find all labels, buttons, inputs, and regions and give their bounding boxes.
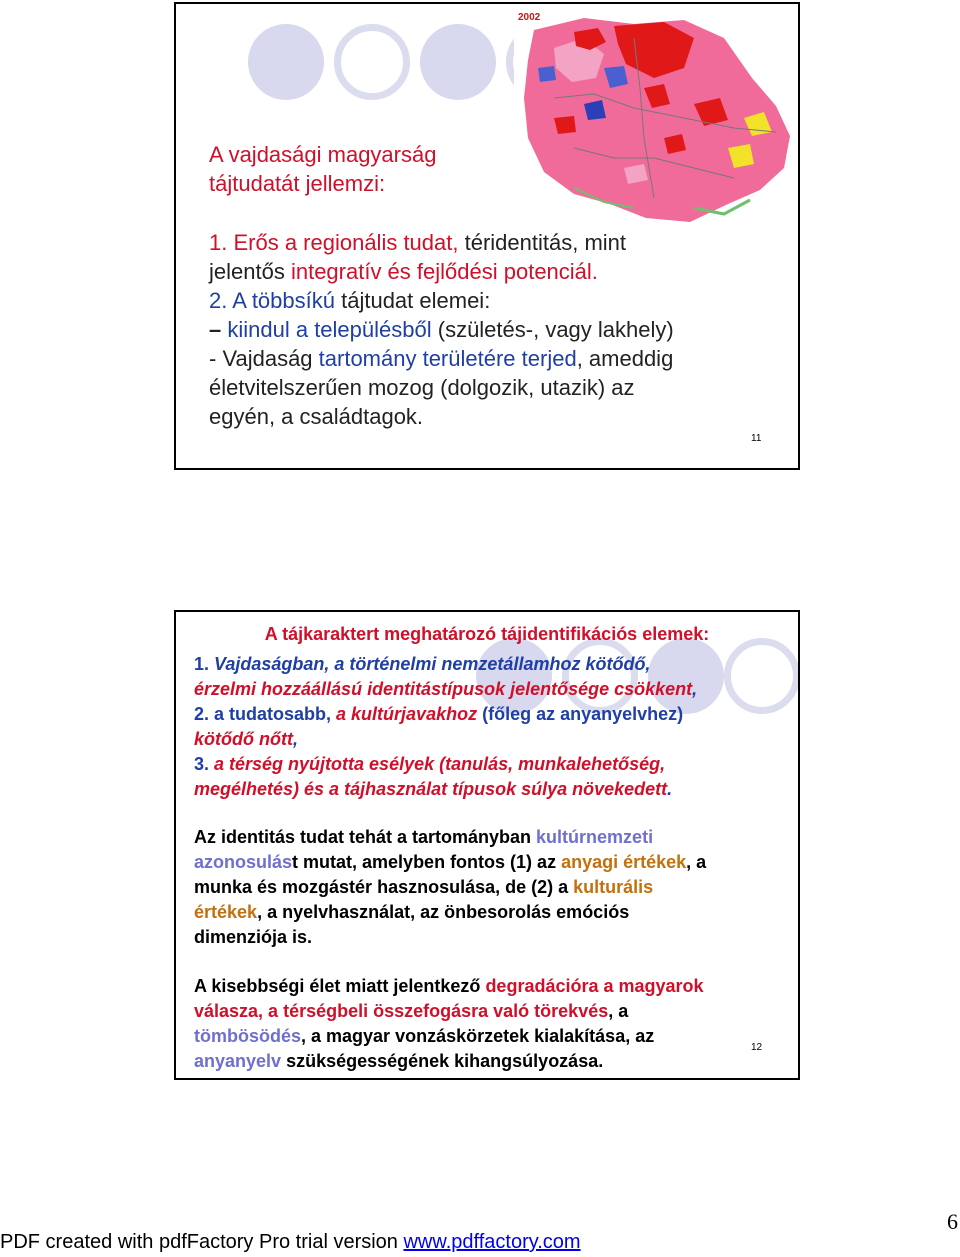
slide-12 (174, 610, 800, 1080)
highlight-text: megélhetés) és a tájhasználat típusok súlya növekedett (194, 779, 668, 799)
highlight-text: anyanyelv (194, 1051, 282, 1071)
list-text: Vajdaságban, a történelmi nemzetállamhoz kötődő, (214, 654, 651, 674)
punctuation: . (667, 779, 673, 799)
paragraph-line: dimenziója is. (194, 927, 313, 947)
paragraph-line (194, 999, 794, 1024)
list-item (194, 677, 794, 702)
slide-title (209, 140, 436, 198)
list-text: (főleg az anyanyelvhez) (477, 704, 684, 724)
pdffactory-link[interactable]: www.pdffactory.com (403, 1231, 581, 1253)
map-graphic (514, 8, 796, 234)
highlight-text: Erős a regionális tudat, (233, 230, 459, 255)
decor-circle-outline (334, 24, 410, 100)
body-text: , a (608, 1001, 629, 1021)
highlight-text: tömbösödés (194, 1026, 302, 1046)
highlight-text: kultúrnemzeti (536, 827, 654, 847)
slide-11 (174, 2, 800, 470)
item-number: 3. (194, 754, 215, 774)
dash: – (209, 317, 228, 342)
item-number: 1. (194, 654, 215, 674)
slide-number: 11 (751, 433, 762, 444)
paragraph-line (194, 825, 794, 850)
title-line-2: tájtudatát jellemzi: (209, 171, 386, 196)
highlight-text: kulturális (573, 877, 654, 897)
list-item (194, 752, 794, 777)
body-text: téridentitás, mint (458, 230, 627, 255)
body-text: - Vajdaság (209, 346, 319, 371)
highlight-text: degradációra a magyarok (485, 976, 704, 996)
slide-number: 12 (751, 1042, 763, 1053)
body-text: (születés-, vagy lakhely) (431, 317, 674, 342)
body-line (209, 315, 779, 344)
list-item (194, 652, 794, 677)
highlight-text: A többsíkú (232, 288, 335, 313)
body-text: , ameddig (576, 346, 674, 371)
body-text: t mutat, amelyben fontos (1) az (292, 852, 562, 872)
highlight-text: anyagi értékek (561, 852, 687, 872)
highlight-text: tartomány területére terjed (318, 346, 577, 371)
item-number: 2. (209, 288, 233, 313)
highlight-text: a kultúrjavakhoz (336, 704, 478, 724)
body-line (209, 286, 779, 315)
body-line (209, 228, 779, 257)
body-text: , a (686, 852, 707, 872)
slide-body (209, 228, 779, 431)
highlight-text: azonosulás (194, 852, 293, 872)
list-item (194, 727, 794, 752)
punctuation: , (692, 679, 698, 699)
body-text: , a magyar vonzáskörzetek kialakítása, az (301, 1026, 655, 1046)
body-text: szükségességének kihangsúlyozása. (281, 1051, 604, 1071)
highlight-text: értékek (194, 902, 258, 922)
highlight-text: válasza, a térségbeli összefogásra való törekvés (194, 1001, 609, 1021)
decor-circle-filled (420, 24, 496, 100)
paragraph-line (194, 900, 794, 925)
highlight-text: integratív és fejlődési potenciál. (290, 259, 598, 284)
punctuation: , (292, 729, 298, 749)
slide-heading: A tájkaraktert meghatározó tájidentifikációs elemek: (264, 624, 710, 644)
body-text: munka és mozgástér hasznosulása, de (2) a (194, 877, 574, 897)
body-text: , a nyelvhasználat, az önbesorolás emóciós (257, 902, 630, 922)
list-item (194, 702, 794, 727)
footer-text: PDF created with pdfFactory Pro trial version (0, 1231, 404, 1253)
item-number: 1. (209, 230, 234, 255)
body-text: A kisebbségi élet miatt jelentkező (194, 976, 486, 996)
decor-circle-filled (248, 24, 324, 100)
body-line (209, 257, 779, 286)
body-line (209, 344, 779, 373)
paragraph-line (194, 875, 794, 900)
body-line: egyén, a családtagok. (209, 404, 424, 429)
paragraph-line (194, 974, 794, 999)
list-text: érzelmi hozzáállású identitástípusok jelentősége csökkent (194, 679, 693, 699)
highlight-text: kiindul a településből (227, 317, 432, 342)
paragraph-line (194, 1024, 794, 1049)
title-line-1: A vajdasági magyarság (209, 142, 437, 167)
body-text: tájtudat elemei: (335, 288, 491, 313)
elements-list (194, 652, 794, 802)
pdf-footer (0, 1231, 581, 1254)
body-text: jelentős (209, 259, 291, 284)
highlight-text: kötődő nőtt (194, 729, 293, 749)
map-year-label: 2002 (518, 12, 541, 23)
highlight-text: a térség nyújtotta esélyek (tanulás, munkalehetőség, (214, 754, 666, 774)
body-text: Az identitás tudat tehát a tartományban (194, 827, 537, 847)
body-line: életvitelszerűen mozog (dolgozik, utazik) az (209, 375, 635, 400)
list-item (194, 777, 794, 802)
identity-paragraph (194, 825, 794, 950)
list-text: 2. a tudatosabb, (194, 704, 337, 724)
vojvodina-map-image (514, 8, 796, 234)
page-number: 6 (947, 1209, 958, 1234)
minority-paragraph (194, 974, 794, 1074)
paragraph-line (194, 1049, 794, 1074)
paragraph-line (194, 850, 794, 875)
